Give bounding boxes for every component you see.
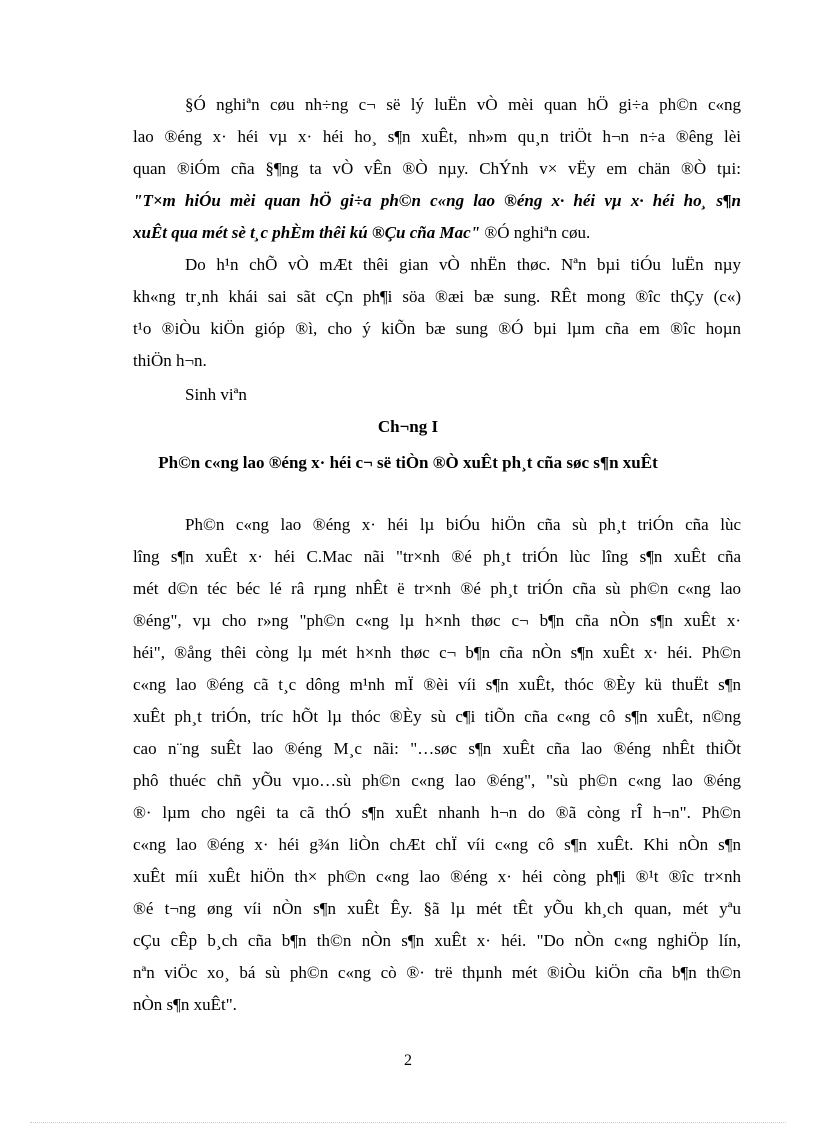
body-line-2: lîng s¶n xuÊt x· héi C.Mac nãi "tr×nh ®é ph¸t triÓn lùc lîng s¶n xuÊt cña [133, 547, 741, 566]
body-line-9: phô thuéc chñ yÕu vµo…sù ph©n c«ng lao ®éng", "sù ph©n c«ng lao ®éng [133, 771, 741, 790]
body-line-3: mét d©n téc béc lé râ rµng nhÊt ë tr×nh ®é ph¸t triÓn cña sù ph©n c«ng lao [133, 579, 741, 598]
body-line-6: c«ng lao ®éng cã t¸c dông m¹nh mÏ ®èi víi s¶n xuÊt, thóc ®Èy kü thuËt s¶n [133, 675, 741, 694]
body-line-1: Ph©n c«ng lao ®éng x· héi lµ biÓu hiÖn cña sù ph¸t triÓn cña lùc [185, 515, 741, 534]
body-line-10: ®· lµm cho ngêi ta cã thÓ s¶n xuÊt nhanh h¬n do ®ã còng rÎ h¬n". Ph©n [133, 803, 741, 822]
body-line-16: nÒn s¶n xuÊt". [133, 995, 237, 1014]
body-line-13: ®é t¬ng øng víi nÒn s¶n xuÊt Êy. §ã lµ mét tÊt yÕu kh¸ch quan, mét yªu [133, 899, 741, 918]
body-line-5: héi", ®ång thêi còng lµ mét h×nh thøc c¬ b¶n cña nÒn s¶n xuÊt x· héi. Ph©n [133, 643, 741, 662]
body-line-15: nªn viÖc xo¸ bá sù ph©n c«ng cò ®· trë thµnh mét ®iÒu kiÖn cña b¶n th©n [133, 963, 741, 982]
body-line-12: xuÊt míi xuÊt hiÖn th× ph©n c«ng lao ®éng x· héi còng ph¶i ®¹t ®îc tr×nh [133, 867, 741, 886]
topic-title-line-1: "T×m hiÓu mèi quan hÖ gi÷a ph©n c«ng lao ®éng x· héi vµ x· héi ho¸ s¶n [133, 191, 741, 210]
body-line-11: c«ng lao ®éng x· héi g¾n liÒn chÆt chÏ víi c«ng cô s¶n xuÊt. Khi nÒn s¶n [133, 835, 741, 854]
intro-line-8: t¹o ®iÒu kiÖn gióp ®ì, cho ý kiÕn bæ sung ®Ó bµi lµm cña em ®îc hoµn [133, 319, 741, 338]
topic-title-bold: xuÊt qua mét sè t¸c phÈm thêi kú ®Çu cña Mac" [133, 223, 481, 242]
body-line-8: cao n¨ng suÊt lao ®éng M¸c nãi: "…søc s¶n xuÊt cña lao ®éng nhÊt thiÕt [133, 739, 741, 758]
body-line-7: xuÊt ph¸t triÓn, tríc hÕt lµ thóc ®Èy sù c¶i tiÕn cña c«ng cô s¶n xuÊt, n©ng [133, 707, 741, 726]
chapter-title: Ch¬ng I [377, 417, 439, 436]
intro-line-6: Do h¹n chÕ vÒ mÆt thêi gian vÒ nhËn thøc. Nªn bµi tiÓu luËn nµy [185, 255, 741, 274]
body-line-14: cÇu cÊp b¸ch cña b¶n th©n nÒn s¶n xuÊt x· héi. "Do nÒn c«ng nghiÖp lín, [133, 931, 741, 950]
signature: Sinh viªn [185, 385, 247, 404]
topic-title-rest: ®Ó nghiªn cøu. [480, 223, 591, 242]
intro-line-3: quan ®iÓm cña §¶ng ta vÒ vÊn ®Ò nµy. ChÝnh v× vËy em chän ®Ò tµi: [133, 159, 741, 178]
intro-line-1: §Ó nghiªn cøu nh÷ng c¬ së lý luËn vÒ mèi quan hÖ gi÷a ph©n c«ng [185, 95, 741, 114]
topic-title-line-2 [133, 220, 741, 246]
intro-line-9: thiÖn h¬n. [133, 351, 207, 370]
body-line-4: ®éng", vµ cho r»ng "ph©n c«ng lµ h×nh thøc c¬ b¶n cña nÒn s¶n xuÊt x· [133, 611, 741, 630]
intro-line-2: lao ®éng x· héi vµ x· héi ho¸ s¶n xuÊt, nh»m qu¸n triÖt h¬n n÷a ®êng lèi [133, 127, 741, 146]
intro-line-7: kh«ng tr¸nh khái sai sãt cÇn ph¶i söa ®æi bæ sung. RÊt mong ®îc thÇy (c«) [133, 287, 741, 306]
chapter-subtitle: Ph©n c«ng lao ®éng x· héi c¬ së tiÒn ®Ò xuÊt ph¸t cña søc s¶n xuÊt [158, 453, 658, 472]
page-number: 2 [404, 1052, 412, 1069]
